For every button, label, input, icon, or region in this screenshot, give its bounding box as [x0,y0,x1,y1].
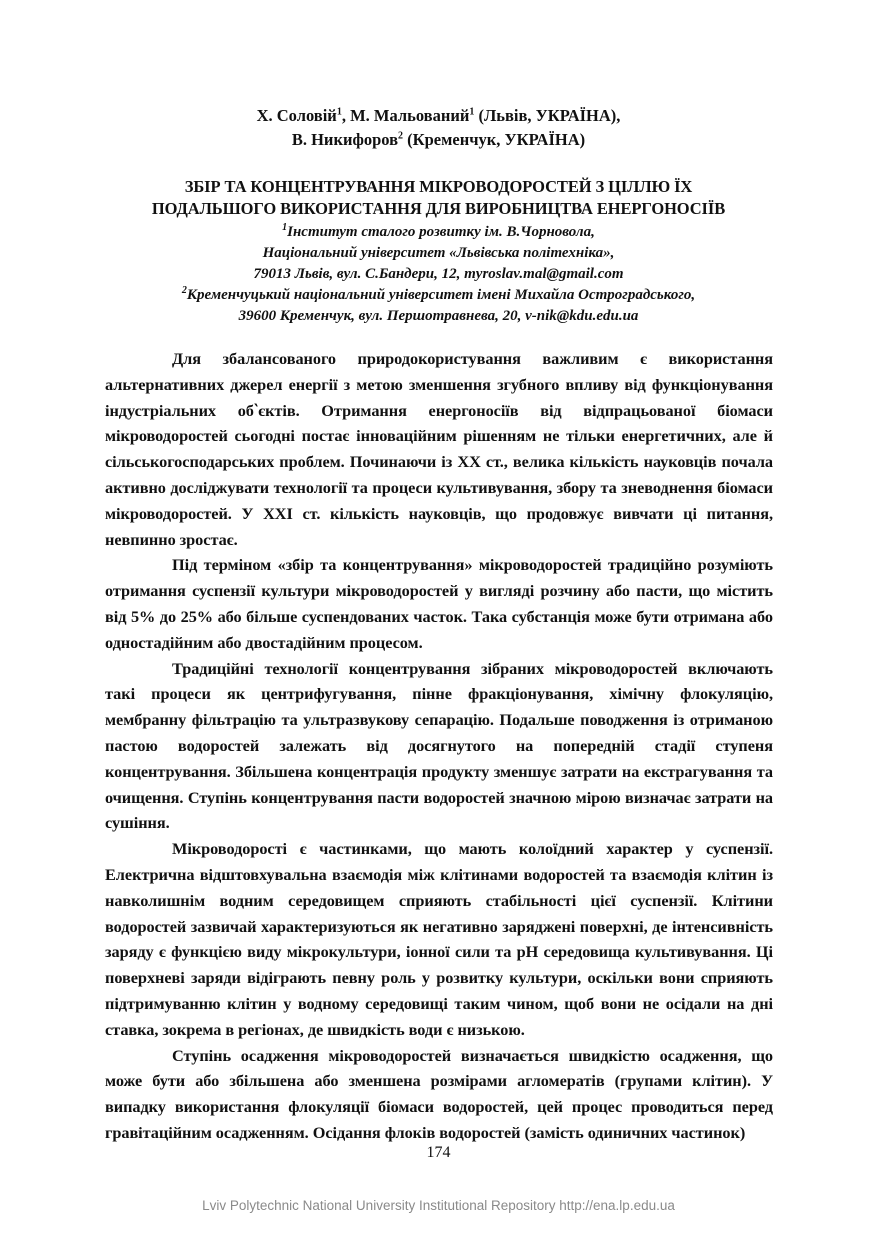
repository-footer: Lviv Polytechnic National University Institutional Repository http://ena.lp.edu.ua [202,1198,675,1213]
authors-block [105,104,772,152]
author-location: (Кременчук, УКРАЇНА) [403,130,586,149]
author-solovii: Х. Соловій [256,106,337,125]
page-number: 174 [426,1144,451,1161]
title-line-1: ЗБІР ТА КОНЦЕНТРУВАННЯ МІКРОВОДОРОСТЕЙ З ЦІЛЛЮ ЇХ [184,177,693,196]
title-line-2: ПОДАЛЬШОГО ВИКОРИСТАННЯ ДЛЯ ВИРОБНИЦТВА ЕНЕРГОНОСІЇВ [151,199,726,218]
affiliation-marker: 1 [282,222,288,233]
affiliation-line: Національний університет «Львівська політехніка», [262,245,615,261]
affiliation-text: Інститут сталого розвитку ім. В.Чорновола, [287,224,595,240]
body-text [105,346,773,1146]
author-affiliation-marker: 2 [398,130,404,142]
affiliation-marker: 2 [181,285,187,296]
paragraph: Під терміном «збір та концентрування» мікроводоростей традиційно розуміють отримання суспензії культури мікроводоростей у вигляді розчину або пасти, що містить від 5% до 25% або більше суспендованих часток. Така субстанція може бути отримана або одностадійним або двостадійним процесом. [105,555,773,652]
affiliations-block [105,222,772,327]
author-affiliation-marker: 1 [469,106,475,118]
paragraph: Мікроводорості є частинками, що мають колоїдний характер у суспензії. Електрична відштовхувальна взаємодія між клітинами водоростей та взаємодія клітин із навколишнім водним середовищем сприяють стабільності цієї суспензії. Клітини водоростей зазвичай характеризуються як негативно заряджені поверхні, де інтенсивність заряду є функцією виду мікрокультури, іонної сили та рН середовища культивування. Ці поверхневі заряди відіграють певну роль у розвитку культури, оскільки вони сприяють підтримуванню клітин у водному середовищі таким чином, щоб вони не осідали на дні ставка, зокрема в регіонах, де швидкість води є низькою. [105,839,773,1039]
affiliation-address-line: 39600 Кременчук, вул. Першотравнева, 20, v-nik@kdu.edu.ua [238,308,639,324]
authors-line-2 [105,128,772,152]
affiliation-address-line: 79013 Львів, вул. С.Бандери, 12, myroslav.mal@gmail.com [253,266,624,282]
paper-title [105,176,772,220]
author-malovanyi: , М. Мальований [341,106,470,125]
affiliation-line [105,285,772,306]
author-location: (Львів, УКРАЇНА), [474,106,621,125]
author-affiliation-marker: 1 [336,106,342,118]
paragraph: Для збалансованого природокористування важливим є використання альтернативних джерел енергії з метою зменшення згубного впливу від функціонування індустріальних об‵єктів. Отримання енергоносіїв від відпрацьованої біомаси мікроводоростей сьогодні постає інноваційним рішенням не тільки енергетичних, але й сільськогосподарських проблем. Починаючи із ХХ ст., велика кількість науковців почала активно досліджувати технології та процеси культивування, збору та зневоднення біомаси мікроводоростей. У ХХІ ст. кількість науковців, що продовжує вивчати ці питання, невпинно зростає. [105,349,773,549]
author-nykyforov: В. Никифоров [291,130,399,149]
paragraph: Ступінь осадження мікроводоростей визначається швидкістю осадження, що може бути або збільшена або зменшена розмірами агломератів (групами клітин). У випадку використання флокуляції біомаси водоростей, цей процес проводиться перед гравітаційним осадженням. Осідання флоків водоростей (замість одиничних частинок) [105,1045,773,1142]
authors-line-1 [105,104,772,128]
paragraph: Традиційні технології концентрування зібраних мікроводоростей включають такі процеси як центрифугування, пінне фракціонування, хімічну флокуляцію, мембранну фільтрацію та ультразвукову сепарацію. Подальше поводження із отриманою пастою водоростей залежать від досягнутого на попередній стадії ступеня концентрування. Збільшена концентрація продукту зменшує затрати на екстрагування та очищення. Ступінь концентрування пасти водоростей значною мірою визначає затрати на сушіння. [105,658,773,833]
affiliation-text: Кременчуцький національний університет імені Михайла Остроградського, [186,287,696,303]
affiliation-line [105,222,772,243]
